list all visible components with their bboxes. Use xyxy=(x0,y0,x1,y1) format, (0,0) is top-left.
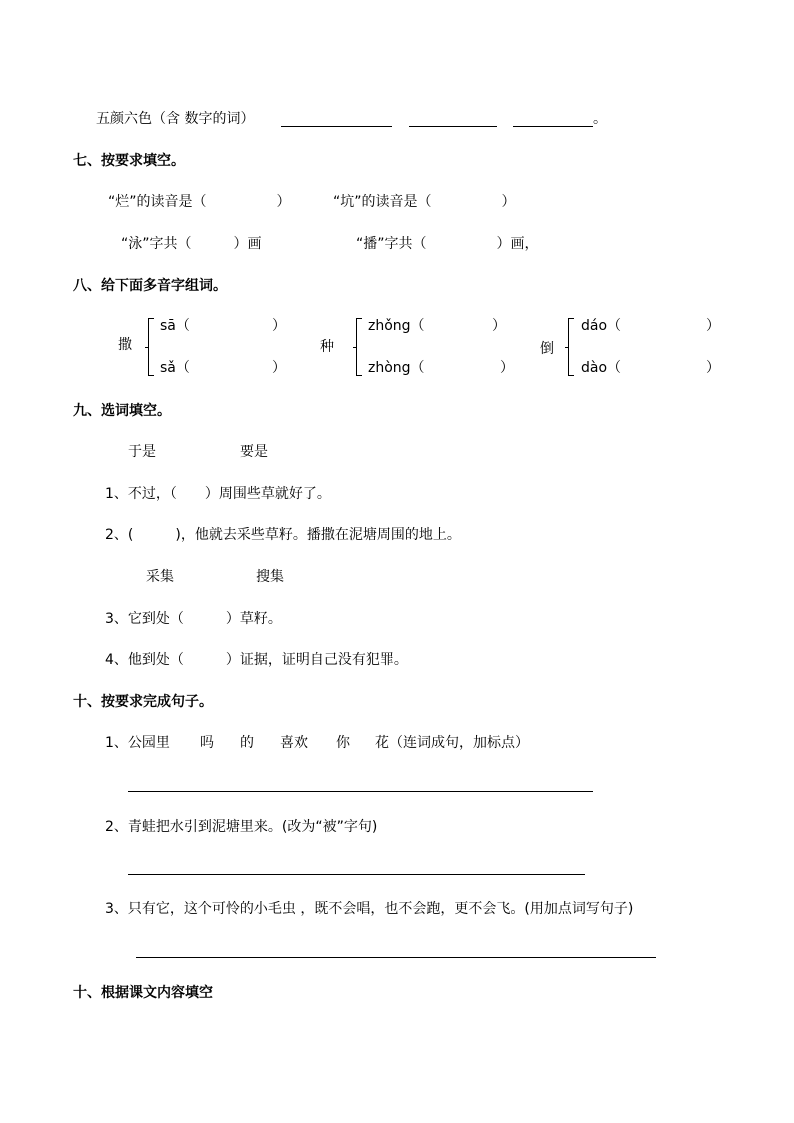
answer-blank-2[interactable] xyxy=(409,126,497,127)
s9-question-1: 1、不过，（ ）周围些草就好了。 xyxy=(105,486,331,502)
s10-q1-word-3: 喜欢 xyxy=(280,735,308,751)
reading-1a: sā（ xyxy=(160,318,190,334)
s10-question-2: 2、青蛙把水引到泥塘里来。(改为“被”字句) xyxy=(105,819,378,835)
line-end-punct: 。 xyxy=(593,111,607,127)
s10-q1-end: 花（连词成句，加标点） xyxy=(375,735,529,751)
s10-q1-word-4: 你 xyxy=(336,735,350,751)
s10-q1-word-2: 的 xyxy=(240,735,254,751)
s7-question-4: “播”字共（ ）画， xyxy=(356,236,539,252)
reading-3b: dào（ xyxy=(581,360,622,376)
paren-close-3b: ） xyxy=(706,360,720,376)
reading-2a: zhǒng（ xyxy=(368,318,425,334)
answer-line-2[interactable] xyxy=(128,874,585,875)
paren-close-2b: ） xyxy=(500,360,514,376)
s10-q1-start: 1、公园里 xyxy=(105,735,170,751)
section-10-heading: 十、按要求完成句子。 xyxy=(73,694,213,710)
s9-question-3: 3、它到处（ ）草籽。 xyxy=(105,611,282,627)
s7-question-3: “泳”字共（ ）画 xyxy=(121,236,262,252)
s9-question-2: 2、( )，他就去采些草籽。播撒在泥塘周围的地上。 xyxy=(105,527,461,543)
brace-2 xyxy=(356,318,362,376)
s7-question-2: “坑”的读音是（ ） xyxy=(333,194,516,210)
paren-close-1b: ） xyxy=(272,360,286,376)
word-option-yushi: 于是 xyxy=(128,444,156,460)
paren-close-3a: ） xyxy=(706,318,720,334)
answer-blank-1[interactable] xyxy=(281,126,392,127)
reading-3a: dáo（ xyxy=(581,318,622,334)
polyphone-char-2: 种 xyxy=(320,339,334,355)
section-7-heading: 七、按要求填空。 xyxy=(73,153,185,169)
reading-2b: zhòng（ xyxy=(368,360,425,376)
word-option-yaoshi: 要是 xyxy=(240,444,268,460)
s9-question-4: 4、他到处（ ）证据，证明自己没有犯罪。 xyxy=(105,652,408,668)
answer-blank-3[interactable] xyxy=(513,126,593,127)
s7-question-1: “烂”的读音是（ ） xyxy=(108,194,291,210)
brace-1 xyxy=(148,318,154,376)
brace-3 xyxy=(568,318,574,376)
section-8-heading: 八、给下面多音字组词。 xyxy=(73,278,227,294)
section-9-heading: 九、选词填空。 xyxy=(73,403,171,419)
section-11-heading: 十、根据课文内容填空 xyxy=(73,985,213,1001)
polyphone-char-1: 撒 xyxy=(118,337,132,353)
answer-line-3[interactable] xyxy=(136,957,656,958)
s10-q1-word-1: 吗 xyxy=(200,735,214,751)
s10-question-3: 3、只有它，这个可怜的小毛虫 ，既不会唱，也不会跑，更不会飞。(用加点词写句子) xyxy=(105,901,634,917)
paren-close-2a: ） xyxy=(492,318,506,334)
polyphone-char-3: 倒 xyxy=(540,341,554,357)
answer-line-1[interactable] xyxy=(128,791,593,792)
paren-close-1a: ） xyxy=(272,318,286,334)
word-option-souji: 搜集 xyxy=(256,569,284,585)
reading-1b: sǎ（ xyxy=(160,360,190,376)
idiom-line-label: 五颜六色（含 数字的词） xyxy=(96,111,255,127)
word-option-caiji: 采集 xyxy=(146,569,174,585)
